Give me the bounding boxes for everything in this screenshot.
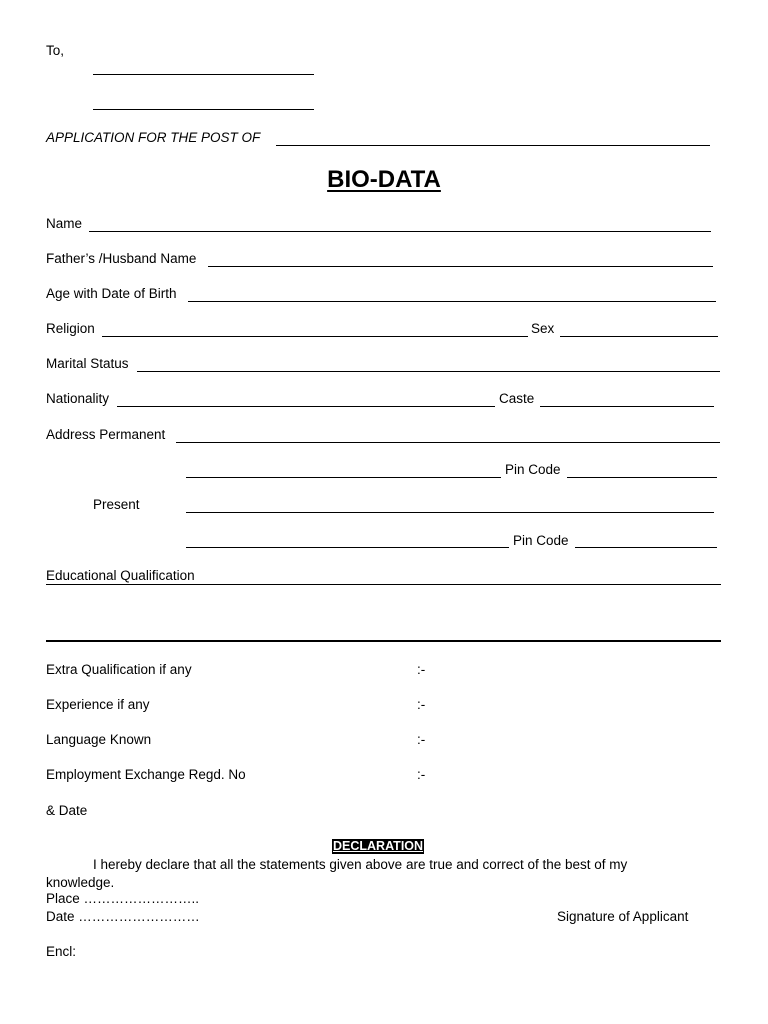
date-field: Date ……………………… (46, 909, 200, 924)
present-label: Present (93, 497, 140, 512)
address-present-line[interactable] (186, 512, 714, 513)
page-title: BIO-DATA (327, 166, 441, 193)
father-husband-label: Father’s /Husband Name (46, 251, 197, 266)
educational-qualification-label: Educational Qualification (46, 568, 195, 583)
caste-line[interactable] (540, 406, 714, 407)
declaration-text: I hereby declare that all the statements given above are true and correct of the best of my knowledge. (46, 857, 628, 890)
experience-separator: :- (417, 697, 426, 712)
marital-status-line[interactable] (137, 371, 720, 372)
name-label: Name (46, 216, 83, 231)
declaration-heading: DECLARATION (333, 839, 424, 853)
religion-label: Religion (46, 321, 95, 336)
extra-qualification-label: Extra Qualification if any (46, 662, 192, 677)
marital-status-label: Marital Status (46, 356, 129, 371)
application-post-line[interactable] (276, 145, 710, 146)
employment-exchange-separator: :- (417, 767, 426, 782)
age-dob-label: Age with Date of Birth (46, 286, 177, 301)
extra-qualification-separator: :- (417, 662, 426, 677)
pin-code-line-1[interactable] (567, 477, 717, 478)
name-line[interactable] (89, 231, 711, 232)
father-husband-line[interactable] (208, 266, 713, 267)
educational-qualification-line-2[interactable] (46, 640, 721, 642)
address-permanent-line[interactable] (176, 442, 720, 443)
pin-code-label-2: Pin Code (513, 533, 569, 548)
religion-line[interactable] (102, 336, 528, 337)
address-permanent-label: Address Permanent (46, 427, 166, 442)
addressee-line-2[interactable] (93, 109, 314, 110)
place-field: Place …………………….. (46, 891, 200, 906)
enclosures-label: Encl: (46, 944, 77, 959)
pin-code-line-2[interactable] (575, 547, 717, 548)
educational-qualification-line[interactable] (46, 584, 721, 585)
language-known-label: Language Known (46, 732, 152, 747)
address-permanent-line-2[interactable] (186, 477, 501, 478)
employment-exchange-label: Employment Exchange Regd. No (46, 767, 246, 782)
age-dob-line[interactable] (188, 301, 716, 302)
language-known-separator: :- (417, 732, 426, 747)
sex-line[interactable] (560, 336, 718, 337)
sex-label: Sex (531, 321, 555, 336)
application-post-label: APPLICATION FOR THE POST OF (46, 130, 261, 145)
pin-code-label-1: Pin Code (505, 462, 561, 477)
signature-label: Signature of Applicant (557, 909, 689, 924)
to-label: To, (46, 43, 65, 58)
experience-label: Experience if any (46, 697, 150, 712)
addressee-line-1[interactable] (93, 74, 314, 75)
and-date-label: & Date (46, 803, 88, 818)
caste-label: Caste (499, 391, 535, 406)
nationality-label: Nationality (46, 391, 110, 406)
nationality-line[interactable] (117, 406, 495, 407)
address-present-line-2[interactable] (186, 547, 509, 548)
